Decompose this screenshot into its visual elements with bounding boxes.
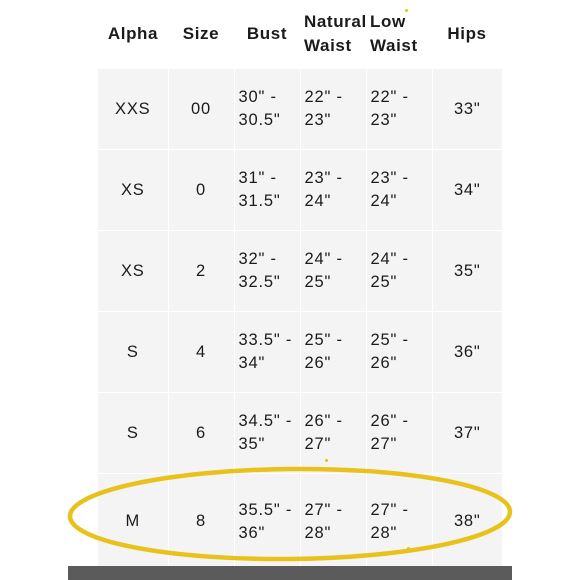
cell-natural-waist: 23" - 24" — [300, 150, 366, 231]
cell-alpha: XXS — [98, 69, 168, 150]
cell-low-waist: 22" - 23" — [366, 69, 432, 150]
cell-low-waist: 25" - 26" — [366, 312, 432, 393]
header-hips: Hips — [432, 0, 502, 69]
cell-size: 6 — [168, 393, 234, 474]
cell-bust: 34.5" - 35" — [234, 393, 300, 474]
cell-natural-waist: 26" - 27" — [300, 393, 366, 474]
cell-size: 2 — [168, 231, 234, 312]
cell-hips: 37" — [432, 393, 502, 474]
highlight-ellipse-shape — [70, 467, 511, 562]
cell-natural-waist: 24" - 25" — [300, 231, 366, 312]
cell-hips: 33" — [432, 69, 502, 150]
cell-hips: 36" — [432, 312, 502, 393]
header-natural-waist: Natural Waist — [300, 0, 366, 69]
cell-size: 8 — [168, 474, 234, 570]
cell-alpha: S — [98, 393, 168, 474]
cell-low-waist: 26" - 27" — [366, 393, 432, 474]
cell-size: 00 — [168, 69, 234, 150]
cell-hips: 35" — [432, 231, 502, 312]
header-alpha: Alpha — [98, 0, 168, 69]
cell-low-waist: 23" - 24" — [366, 150, 432, 231]
cell-hips: 38" — [432, 474, 502, 570]
highlight-speck — [407, 547, 410, 550]
cell-alpha: XS — [98, 150, 168, 231]
cell-bust: 30" - 30.5" — [234, 69, 300, 150]
header-size: Size — [168, 0, 234, 69]
bottom-bar — [68, 566, 512, 580]
highlight-speck — [405, 9, 408, 12]
cell-alpha: XS — [98, 231, 168, 312]
cell-bust: 33.5" - 34" — [234, 312, 300, 393]
cell-low-waist: 24" - 25" — [366, 231, 432, 312]
cell-bust: 32" - 32.5" — [234, 231, 300, 312]
cell-alpha: S — [98, 312, 168, 393]
highlight-speck — [325, 459, 328, 462]
cell-hips: 34" — [432, 150, 502, 231]
cell-low-waist: 27" - 28" — [366, 474, 432, 570]
cell-natural-waist: 27" - 28" — [300, 474, 366, 570]
cell-bust: 35.5" - 36" — [234, 474, 300, 570]
cell-bust: 31" - 31.5" — [234, 150, 300, 231]
cell-natural-waist: 22" - 23" — [300, 69, 366, 150]
cell-alpha: M — [98, 474, 168, 570]
header-bust: Bust — [234, 0, 300, 69]
cell-natural-waist: 25" - 26" — [300, 312, 366, 393]
cell-size: 0 — [168, 150, 234, 231]
cell-size: 4 — [168, 312, 234, 393]
header-low-waist: Low Waist — [366, 0, 432, 69]
